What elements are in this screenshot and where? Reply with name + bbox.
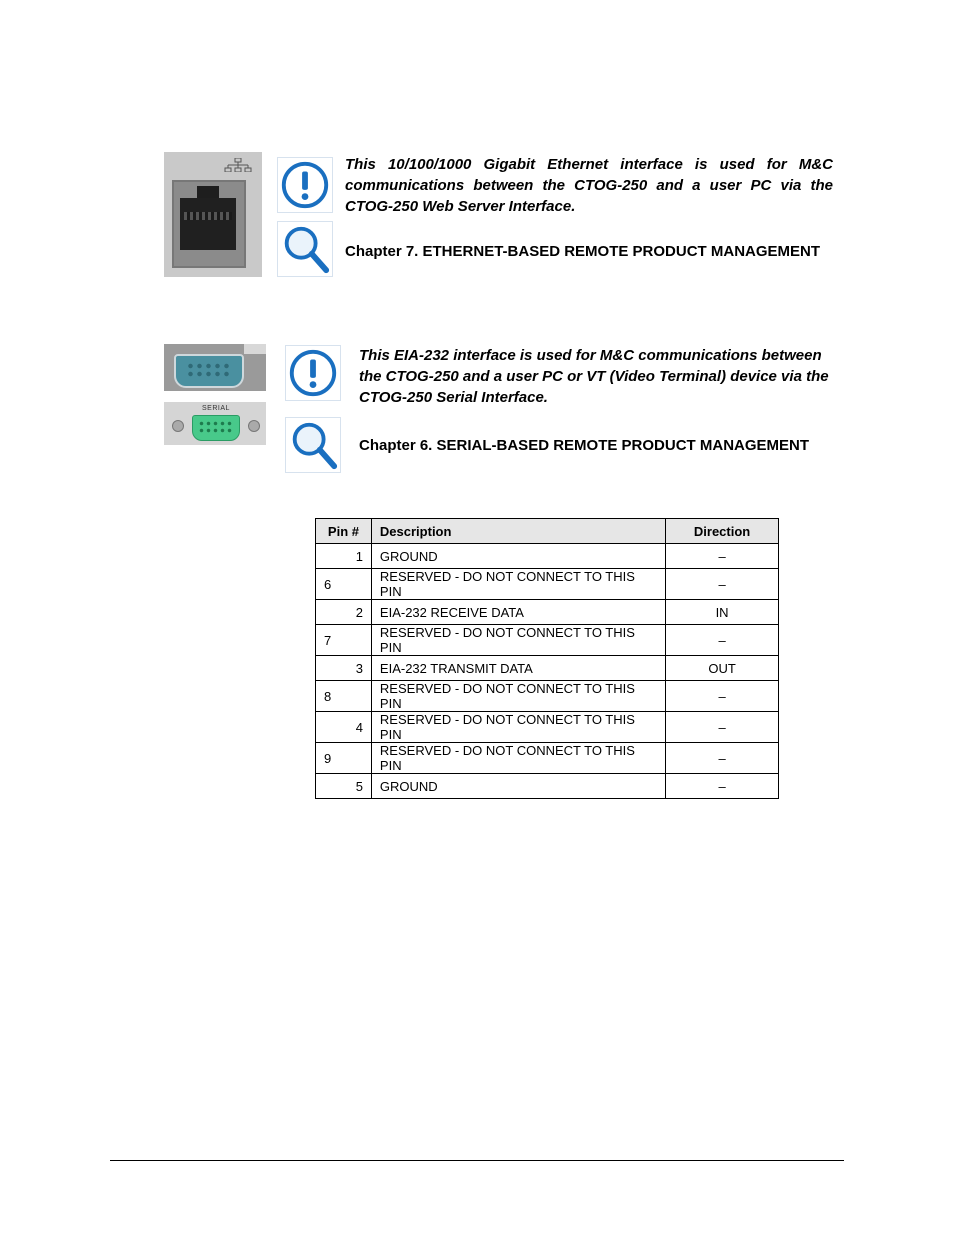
footer-rule [110, 1160, 844, 1161]
table-row [316, 544, 779, 569]
pin-description: RESERVED - DO NOT CONNECT TO THIS PIN [371, 569, 665, 600]
table-row [316, 600, 779, 625]
pin-direction: – [666, 569, 779, 600]
table-row [316, 681, 779, 712]
pin-direction: – [666, 743, 779, 774]
table-row [316, 712, 779, 743]
pin-description: EIA-232 RECEIVE DATA [371, 600, 665, 625]
pin-description: RESERVED - DO NOT CONNECT TO THIS PIN [371, 681, 665, 712]
serial-port-photo-rear [164, 344, 266, 391]
pin-number: 3 [316, 656, 372, 681]
pin-direction: IN [666, 600, 779, 625]
serial-port-photo-labeled [164, 402, 266, 445]
pin-description: RESERVED - DO NOT CONNECT TO THIS PIN [371, 712, 665, 743]
table-row [316, 625, 779, 656]
screw-icon [172, 420, 184, 432]
serial-port-label: SERIAL [202, 405, 230, 412]
pin-description: RESERVED - DO NOT CONNECT TO THIS PIN [371, 625, 665, 656]
pin-description: GROUND [371, 544, 665, 569]
exclamation-circle-icon [277, 157, 333, 213]
pin-direction: – [666, 681, 779, 712]
ethernet-port-photo [164, 152, 262, 277]
pin-number: 6 [316, 569, 372, 600]
pin-number: 7 [316, 625, 372, 656]
exclamation-circle-icon [285, 345, 341, 401]
table-row [316, 656, 779, 681]
pin-description: EIA-232 TRANSMIT DATA [371, 656, 665, 681]
pin-description: RESERVED - DO NOT CONNECT TO THIS PIN [371, 743, 665, 774]
pin-direction: – [666, 544, 779, 569]
pin-number: 5 [316, 774, 372, 799]
table-row [316, 743, 779, 774]
pin-number: 2 [316, 600, 372, 625]
network-icon [224, 158, 252, 172]
pin-direction: – [666, 712, 779, 743]
pin-number: 4 [316, 712, 372, 743]
screw-icon [248, 420, 260, 432]
header-description: Description [371, 519, 665, 544]
pin-direction: – [666, 774, 779, 799]
ethernet-note: This 10/100/1000 Gigabit Ethernet interface is used for M&C communications between the CTOG-250 and a user PC via the CTOG-250 Web Server Interface. [345, 156, 833, 215]
magnifier-icon [277, 221, 333, 277]
pin-direction: OUT [666, 656, 779, 681]
pin-number: 1 [316, 544, 372, 569]
header-pin: Pin # [316, 519, 372, 544]
serial-pinout-table [315, 518, 779, 799]
serial-note: This EIA-232 interface is used for M&C communications between the CTOG-250 and a user PC or VT (Video Terminal) device via the CTOG-250 Serial Interface. [359, 347, 829, 406]
header-direction: Direction [666, 519, 779, 544]
pin-description: GROUND [371, 774, 665, 799]
rj45-jack [172, 180, 246, 268]
magnifier-icon [285, 417, 341, 473]
pin-number: 8 [316, 681, 372, 712]
table-row [316, 569, 779, 600]
table-header-row [316, 519, 779, 544]
table-row [316, 774, 779, 799]
pin-direction: – [666, 625, 779, 656]
ethernet-chapter-reference: Chapter 7. ETHERNET-BASED REMOTE PRODUCT MANAGEMENT [345, 243, 821, 260]
pin-number: 9 [316, 743, 372, 774]
serial-chapter-reference: Chapter 6. SERIAL-BASED REMOTE PRODUCT MANAGEMENT [359, 437, 810, 454]
